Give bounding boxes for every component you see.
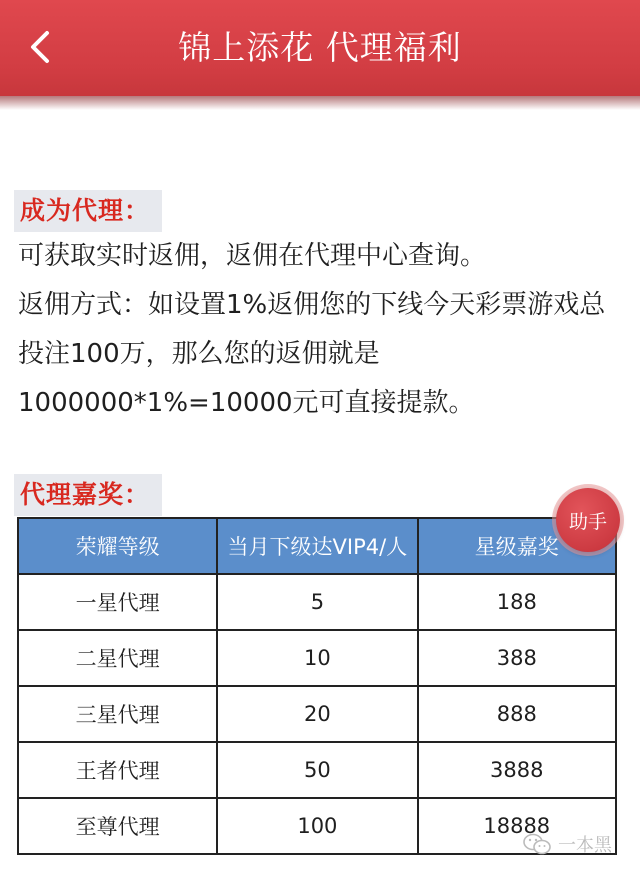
column-header-reward: 星级嘉奖 [418,518,616,574]
cell-reward: 18888 [418,798,616,854]
cell-reward: 188 [418,574,616,630]
cell-level: 二星代理 [18,630,217,686]
become-agent-line2: 返佣方式：如设置1%返佣您的下线今天彩票游戏总投注100万，那么您的返佣就是1000000*1%=10000元可直接提款。 [18,290,606,418]
cell-reward: 888 [418,686,616,742]
become-agent-line1: 可获取实时返佣，返佣在代理中心查询。 [18,241,487,271]
column-header-vip-count: 当月下级达VIP4/人 [217,518,417,574]
cell-level: 一星代理 [18,574,217,630]
table-row [18,686,616,742]
cell-level: 至尊代理 [18,798,217,854]
cell-vip-count: 50 [217,742,417,798]
cell-vip-count: 100 [217,798,417,854]
watermark-text: 一本黑 [558,835,612,856]
wechat-icon [522,832,552,856]
table-header-row [18,518,616,574]
watermark [522,830,612,858]
table-row [18,630,616,686]
column-header-level: 荣耀等级 [18,518,217,574]
helper-button[interactable]: 助手 [556,488,620,552]
cell-vip-count: 5 [217,574,417,630]
agent-reward-heading: 代理嘉奖： [14,474,162,516]
cell-reward: 388 [418,630,616,686]
become-agent-heading: 成为代理： [14,190,162,232]
table-row [18,574,616,630]
top-bar [0,0,640,96]
cell-reward: 3888 [418,742,616,798]
cell-vip-count: 20 [217,686,417,742]
table-row [18,742,616,798]
page-title: 锦上添花 代理福利 [178,28,462,67]
cell-level: 三星代理 [18,686,217,742]
cell-vip-count: 10 [217,630,417,686]
reward-table [17,517,617,855]
cell-level: 王者代理 [18,742,217,798]
